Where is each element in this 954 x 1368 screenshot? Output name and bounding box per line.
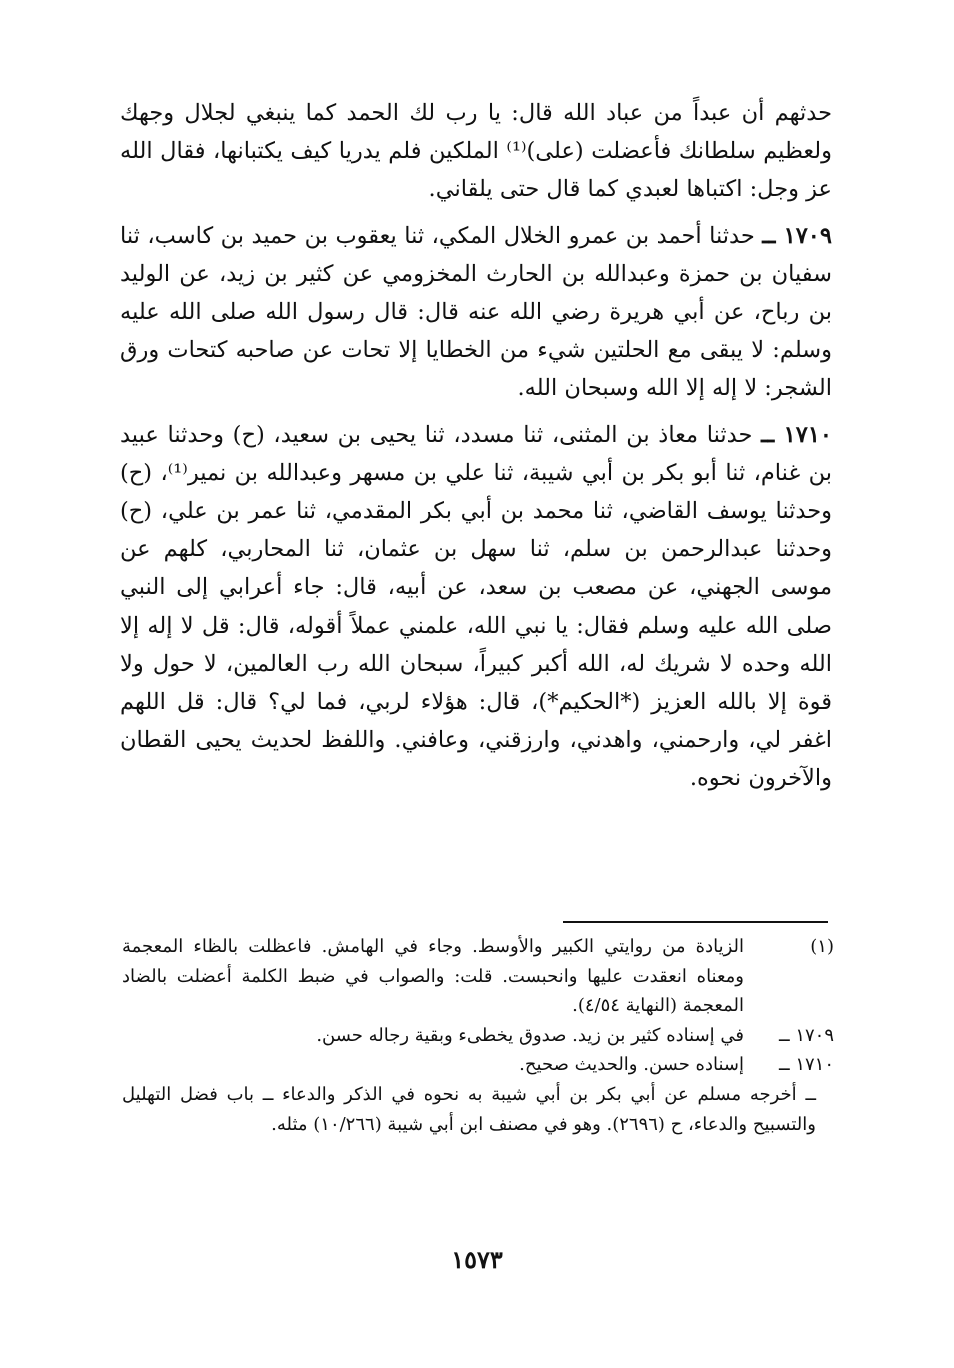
hadith-1709 <box>120 217 832 408</box>
main-text <box>120 94 832 798</box>
footnote-label: ١٧١٠ ــ <box>779 1054 834 1076</box>
footnote-1 <box>122 932 834 1021</box>
hadith-number: ١٧٠٩ ــ <box>762 222 832 249</box>
footnotes <box>122 932 834 1139</box>
footnote-text: إسناده حسن. والحديث صحيح. <box>519 1054 744 1076</box>
footnote-1709 <box>122 1021 834 1051</box>
footnote-label: (١) <box>810 936 834 957</box>
hadith-number: ١٧١٠ ــ <box>761 421 832 448</box>
footnote-label: ١٧٠٩ ــ <box>779 1024 834 1046</box>
footnote-text: الزيادة من روايتي الكبير والأوسط. وجاء في الهامش. فاعظلت بالظاء المعجمة ومعناه انعقدت عليها وانحبست. قلت: والصواب في ضبط الكلمة أعضلت بالضاد المعجمة (النهاية ٤/٥٤). <box>122 936 744 1017</box>
footnote-1710 <box>122 1050 834 1080</box>
footnote-1710-continuation: ــ أخرجه مسلم عن أبي بكر بن أبي شيبة به نحوه في الذكر والدعاء ــ باب فضل التهليل والتسبيح والدعاء، ح (٢٦٩٦). وهو في مصنف ابن أبي شيبة (١٠/٢٦٦) مثله. <box>122 1083 816 1135</box>
hadith-1710 <box>120 416 832 798</box>
footnote-separator <box>563 921 828 923</box>
hadith-text: حدثنا أحمد بن عمرو الخلال المكي، ثنا يعقوب بن حميد بن كاسب، ثنا سفيان بن حمزة وعبدالله بن الحارث المخزومي عن كثير بن زيد، عن الوليد بن رباح، عن أبي هريرة رضي الله عنه قال: قال رسول الله صلى الله عليه وسلم: لا يبقى مع الحلتين شيء من الخطايا إلا تحات عن صاحبه كتحات ورق الشجر: لا إله إلا الله وسبحان الله. <box>120 222 832 402</box>
hadith-text: حدثنا معاذ بن المثنى، ثنا مسدد، ثنا يحيى بن سعيد، (ح) وحدثنا عبيد بن غنام، ثنا أبو بكر بن أبي شيبة، ثنا علي بن مسهر وعبدالله بن نمير⁽¹⁾، (ح) وحدثنا يوسف القاضي، ثنا محمد بن أبي بكر المقدمي، ثنا عمر بن علي، (ح) وحدثنا عبدالرحمن بن سلم، ثنا سهل بن عثمان، ثنا المحاربي، كلهم عن موسى الجهني، عن مصعب بن سعد، عن أبيه، قال: جاء أعرابي إلى النبي صلى الله عليه وسلم فقال: يا نبي الله، علمني عملاً أقوله، قال: قل لا إله إلا الله وحده لا شريك له، الله أكبر كبيراً، سبحان الله رب العالمين، لا حول ولا قوة إلا بالله العزيز (*الحكيم*)، قال: هؤلاء لربي، فما لي؟ قال: قل اللهم اغفر لي، وارحمني، واهدني، وارزقني، وعافني. واللفظ لحديث يحيى القطان والآخرون نحوه. <box>120 421 832 792</box>
paragraph-continuation <box>120 94 832 209</box>
page-number: ١٥٧٣ <box>451 1245 503 1274</box>
paragraph-text: حدثهم أن عبداً من عباد الله قال: يا رب لك الحمد كما ينبغي لجلال وجهك ولعظيم سلطانك فأعضلت (على)⁽¹⁾ الملكين فلم يدريا كيف يكتبانها، فقال الله عز وجل: اكتباها لعبدي كما قال حتى يلقاني. <box>120 100 832 203</box>
footnote-text: في إسناده كثير بن زيد. صدوق يخطىء وبقية رجاله حسن. <box>316 1024 744 1046</box>
